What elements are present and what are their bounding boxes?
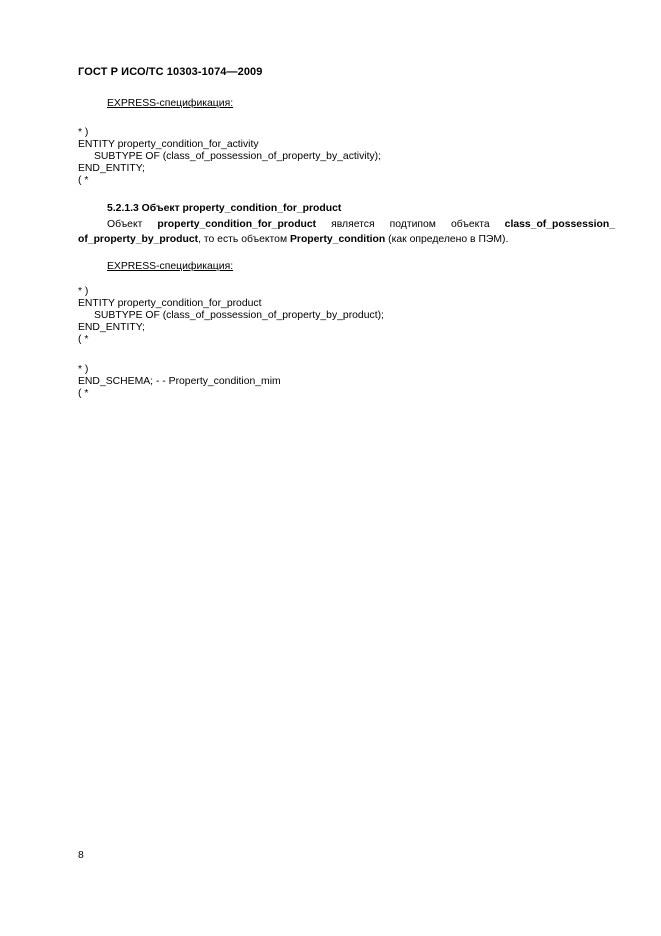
code-line: END_SCHEMA; - - Property_condition_mim: [78, 376, 281, 387]
code-line: * ): [78, 364, 89, 375]
code-line: SUBTYPE OF (class_of_possession_of_property_by_activity);: [94, 151, 382, 162]
express-spec-label-1: EXPRESS-спецификация:: [107, 98, 234, 109]
code-line: ( *: [78, 388, 89, 399]
code-line: END_ENTITY;: [78, 322, 145, 333]
code-line: * ): [78, 127, 89, 138]
code-line: END_ENTITY;: [78, 163, 145, 174]
code-line: ENTITY property_condition_for_activity: [78, 139, 259, 150]
section-paragraph: Объект property_condition_for_product является подтипом объекта class_of_possession_ of_property_by_product, то есть объектом Property_condition (как определено в ПЭМ).: [78, 219, 615, 245]
section-heading: 5.2.1.3 Объект property_condition_for_product: [107, 203, 342, 214]
express-spec-label-2: EXPRESS-спецификация:: [107, 261, 234, 272]
code-line: ENTITY property_condition_for_product: [78, 298, 262, 309]
code-line: ( *: [78, 175, 89, 186]
page-header-doc-id: ГОСТ Р ИСО/ТС 10303-1074—2009: [78, 66, 263, 78]
code-line: SUBTYPE OF (class_of_possession_of_property_by_product);: [94, 310, 384, 321]
page-number: 8: [78, 850, 84, 861]
code-line: ( *: [78, 334, 89, 345]
code-line: * ): [78, 286, 89, 297]
